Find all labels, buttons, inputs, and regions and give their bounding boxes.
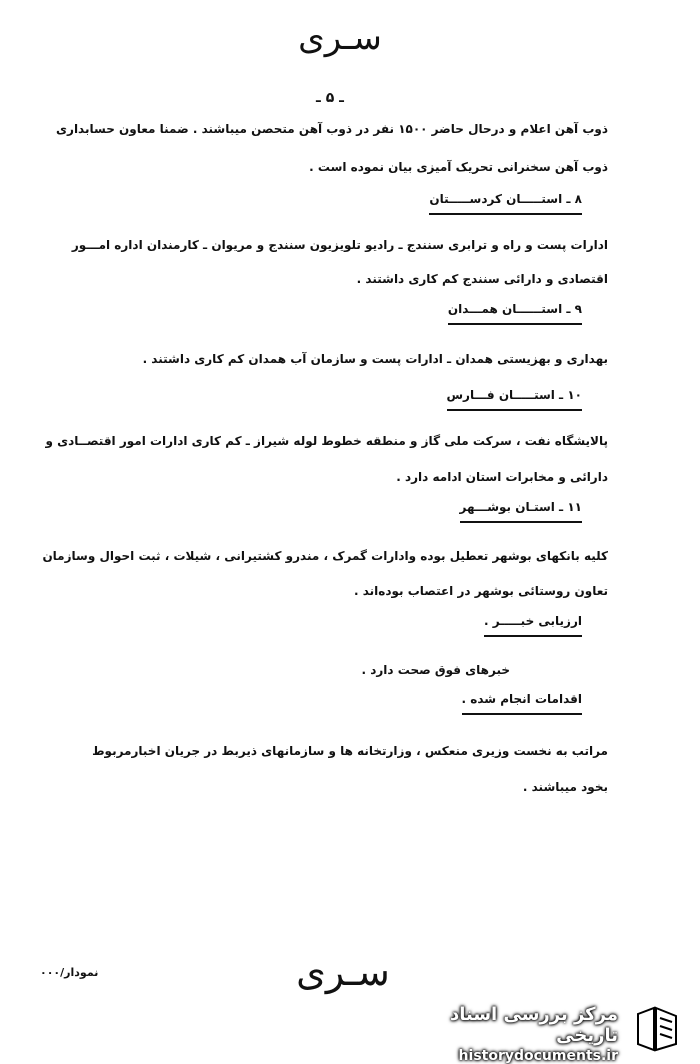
paragraph-line: خبرهای فوق صحت دارد . [361, 663, 510, 677]
heading-fars: ۱۰ ـ استـــــان فـــارس [447, 386, 583, 411]
heading-bushehr: ۱۱ ـ استـان بوشـــهر [460, 498, 582, 523]
header-secret-stamp: سـری [298, 18, 382, 58]
footer-chart-number: نمودار/۰۰۰ [40, 966, 99, 979]
heading-evaluation: ارزیابی خبـــــر . [484, 612, 582, 637]
paragraph-line: ذوب آهن سخنرانی تحریک آمیزی بیان نموده است . [309, 160, 608, 174]
page-number: ـ ۵ ـ [316, 90, 344, 106]
archive-logo-icon [632, 1004, 688, 1054]
paragraph-line: دارائی و مخابرات استان ادامه دارد . [396, 470, 608, 484]
paragraph-line: ادارات پست و راه و ترابری سنندج ـ رادیو تلویزیون سنندج و مریوان ـ کارمندان اداره امـــور [71, 238, 608, 252]
watermark [418, 1004, 688, 1064]
heading-kurdistan: ۸ ـ استـــــان کردســـــتان [429, 190, 582, 215]
watermark-url: historydocuments.ir [458, 1048, 618, 1064]
footer-secret-stamp: سـری [296, 950, 390, 994]
watermark-text [418, 1004, 618, 1064]
paragraph-line: تعاون روستائی بوشهر در اعتصاب بوده‌اند . [353, 584, 608, 598]
paragraph-line: اقتصادی و دارائی سنندج کم کاری داشتند . [356, 272, 608, 286]
watermark-title: مرکز بررسی اسناد تاریخی [450, 1004, 618, 1046]
heading-hamadan: ۹ ـ استــــــان همـــدان [448, 300, 582, 325]
paragraph-line: بخود میباشند . [522, 780, 608, 794]
paragraph-line: مراتب به نخست وزیری منعکس ، وزارتخانه ها و سازمانهای ذیربط در جریان اخبارمربوط [92, 744, 608, 758]
paragraph-line: ذوب آهن اعلام و درحال حاضر ۱۵۰۰ نفر در ذوب آهن متحصن میباشند . ضمنا معاون حسابداری [56, 122, 608, 136]
heading-actions: اقدامات انجام شده . [462, 690, 583, 715]
paragraph-line: بهداری و بهزیستی همدان ـ ادارات پست و سازمان آب همدان کم کاری داشتند . [142, 352, 608, 366]
paragraph-line: کلیه بانکهای بوشهر تعطیل بوده وادارات گمرک ، مندرو کشتیرانی ، شیلات ، ثبت احوال وسازمان [42, 549, 608, 563]
paragraph-line: پالایشگاه نفت ، سرکت ملی گاز و منطقه خطوط لوله شیراز ـ کم کاری ادارات امور اقتصــادی و [45, 434, 608, 448]
